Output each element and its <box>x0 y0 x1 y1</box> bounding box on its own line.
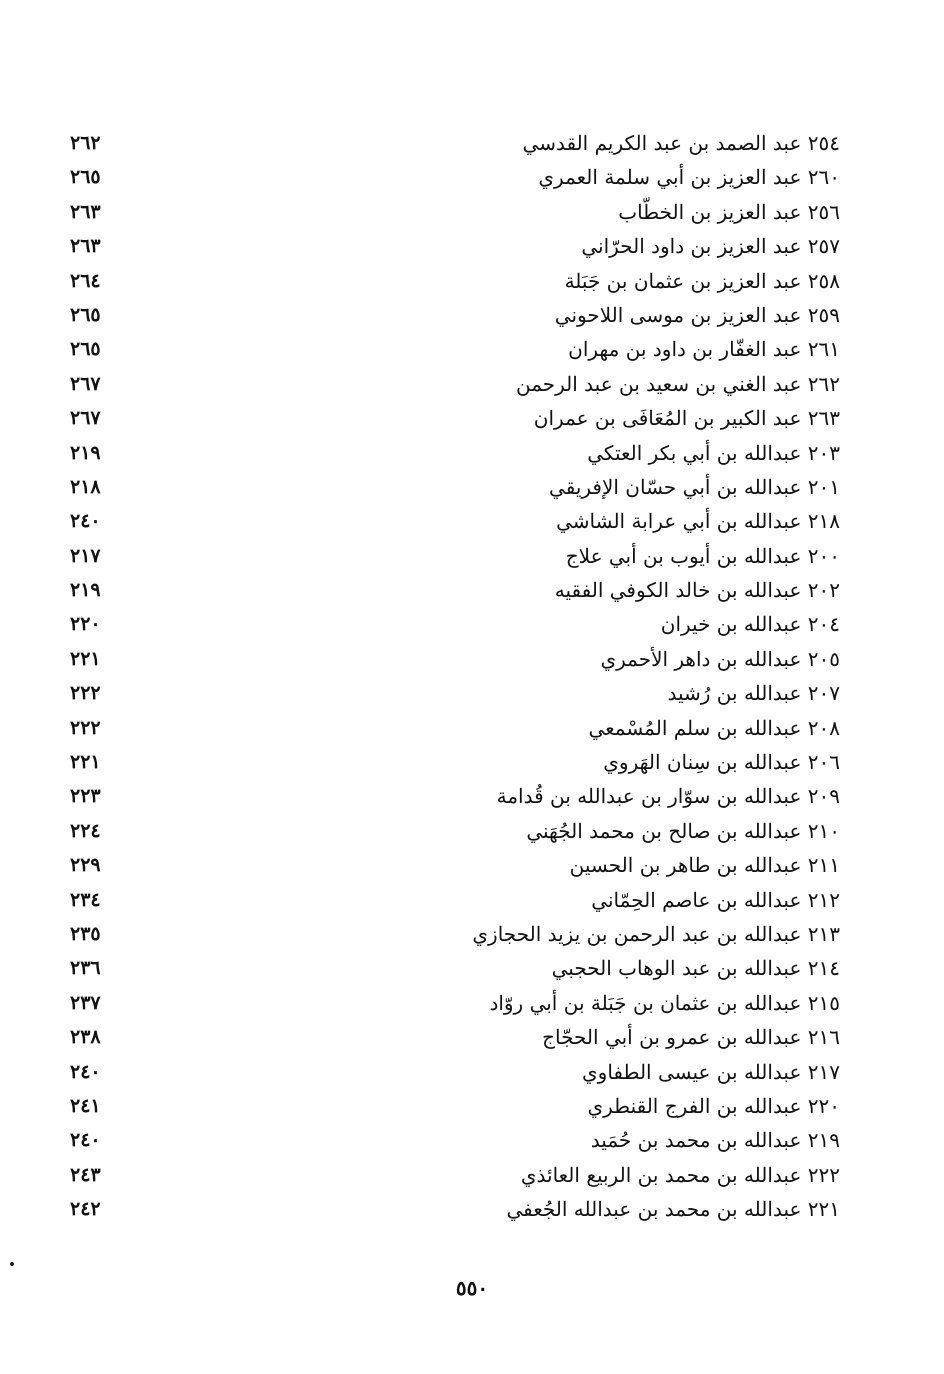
entry-name: ٢١٧ عبدالله بن عيسى الطفاوي <box>582 1059 840 1084</box>
index-entry <box>70 745 840 779</box>
entry-page-number: ٢٢٢ <box>70 682 101 705</box>
index-list <box>70 126 840 1227</box>
index-entry <box>70 436 840 470</box>
entry-page-number: ٢٣٤ <box>70 888 101 911</box>
entry-name: ٢١١ عبدالله بن طاهر بن الحسين <box>569 853 840 878</box>
entry-page-number: ٢٦٥ <box>70 166 101 189</box>
entry-name: ٢٠٨ عبدالله بن سلم المُسْمعي <box>588 715 840 740</box>
entry-name: ٢٠٧ عبدالله بن رُشيد <box>667 681 840 706</box>
index-entry <box>70 160 840 194</box>
index-entry <box>70 883 840 917</box>
index-entry <box>70 504 840 538</box>
entry-page-number: ٢٢٤ <box>70 819 101 842</box>
index-entry <box>70 298 840 332</box>
entry-name: ٢١٢ عبدالله بن عاصم الحِمّاني <box>591 887 840 912</box>
index-entry <box>70 1192 840 1226</box>
entry-name: ٢١٤ عبدالله بن عبد الوهاب الحجبي <box>551 956 840 981</box>
index-entry <box>70 1123 840 1157</box>
entry-page-number: ٢٣٥ <box>70 922 101 945</box>
entry-page-number: ٢١٩ <box>70 441 101 464</box>
entry-name: ٢٠٩ عبدالله بن سوّار بن عبدالله بن قُدامة <box>496 784 840 809</box>
index-entry <box>70 401 840 435</box>
entry-name: ٢١٥ عبدالله بن عثمان بن جَبَلة بن أبي روّاد <box>489 990 840 1015</box>
entry-name: ٢١٦ عبدالله بن عمرو بن أبي الحجّاج <box>542 1025 840 1050</box>
index-entry <box>70 917 840 951</box>
entry-page-number: ٢٦٣ <box>70 200 101 223</box>
entry-page-number: ٢٤٠ <box>70 510 101 533</box>
entry-page-number: ٢٤١ <box>70 1094 101 1117</box>
entry-page-number: ٢١٧ <box>70 544 101 567</box>
entry-name: ٢٥٤ عبد الصمد بن عبد الكريم القدسي <box>522 131 840 155</box>
index-entry <box>70 814 840 848</box>
entry-page-number: ٢١٨ <box>70 475 101 498</box>
entry-name: ٢٢١ عبدالله بن محمد بن عبدالله الجُعفي <box>506 1197 840 1222</box>
entry-page-number: ٢٢١ <box>70 751 101 774</box>
entry-page-number: ٢٤٢ <box>70 1198 101 1221</box>
index-entry <box>70 367 840 401</box>
index-entry <box>70 1089 840 1123</box>
entry-name: ٢٦٢ عبد الغني بن سعيد بن عبد الرحمن <box>515 371 840 396</box>
entry-name: ٢٢٠ عبدالله بن الفرج القنطري <box>587 1093 840 1118</box>
entry-page-number: ٢١٩ <box>70 579 101 602</box>
index-entry <box>70 539 840 573</box>
entry-name: ٢١٩ عبدالله بن محمد بن حُمَيد <box>590 1128 840 1153</box>
index-entry <box>70 332 840 366</box>
entry-page-number: ٢٦٥ <box>70 303 101 326</box>
index-entry <box>70 1020 840 1054</box>
index-entry <box>70 676 840 710</box>
entry-name: ٢٥٩ عبد العزيز بن موسى اللاحوني <box>554 302 840 327</box>
entry-name: ٢٥٧ عبد العزيز بن داود الحرّاني <box>581 234 840 259</box>
entry-name: ٢٦١ عبد الغفّار بن داود بن مهران <box>568 337 840 362</box>
entry-name: ٢٥٦ عبد العزيز بن الخطّاب <box>618 199 840 224</box>
entry-name: ٢٦٠ عبد العزيز بن أبي سلمة العمري <box>538 165 840 190</box>
entry-page-number: ٢٦٧ <box>70 407 101 430</box>
index-entry <box>70 607 840 641</box>
entry-page-number: ٢٦٢ <box>70 132 101 154</box>
entry-name: ٢٠٢ عبدالله بن خالد الكوفي الفقيه <box>554 578 840 603</box>
index-entry <box>70 642 840 676</box>
index-entry <box>70 229 840 263</box>
entry-page-number: ٢٦٣ <box>70 235 101 258</box>
index-entry <box>70 711 840 745</box>
entry-name: ٢١٠ عبدالله بن صالح بن محمد الجُهَني <box>526 818 840 843</box>
scan-speck <box>10 1262 14 1266</box>
entry-page-number: ٢٢٠ <box>70 613 101 636</box>
page-number: ٥٥٠ <box>455 1276 489 1300</box>
entry-page-number: ٢٤٠ <box>70 1060 101 1083</box>
entry-page-number: ٢٦٥ <box>70 338 101 361</box>
entry-name: ٢٥٨ عبد العزيز بن عثمان بن جَبَلة <box>564 268 840 293</box>
index-entry <box>70 195 840 229</box>
entry-page-number: ٢٤٠ <box>70 1129 101 1152</box>
entry-name: ٢٠٣ عبدالله بن أبي بكر العتكي <box>587 440 840 465</box>
entry-page-number: ٢٢١ <box>70 647 101 670</box>
entry-page-number: ٢٣٦ <box>70 957 101 980</box>
entry-page-number: ٢٦٤ <box>70 269 101 292</box>
index-entry <box>70 573 840 607</box>
index-entry <box>70 126 840 160</box>
index-entry <box>70 1055 840 1089</box>
index-entry <box>70 1158 840 1192</box>
entry-page-number: ٢٢٢ <box>70 716 101 739</box>
entry-page-number: ٢٣٧ <box>70 991 101 1014</box>
entry-name: ٢٢٢ عبدالله بن محمد بن الربيع العائذي <box>520 1162 840 1187</box>
index-entry <box>70 264 840 298</box>
index-entry <box>70 779 840 813</box>
entry-name: ٢١٣ عبدالله بن عبد الرحمن بن يزيد الحجازي <box>472 921 840 946</box>
entry-name: ٢١٨ عبدالله بن أبي عرابة الشاشي <box>556 509 840 534</box>
index-entry <box>70 470 840 504</box>
entry-page-number: ٢٢٩ <box>70 854 101 877</box>
index-entry <box>70 986 840 1020</box>
index-entry <box>70 848 840 882</box>
entry-page-number: ٢٣٨ <box>70 1026 101 1049</box>
entry-name: ٢٠١ عبدالله بن أبي حسّان الإفريقي <box>549 474 840 499</box>
entry-page-number: ٢٦٧ <box>70 372 101 395</box>
entry-page-number: ٢٤٣ <box>70 1163 101 1186</box>
entry-name: ٢٠٤ عبدالله بن خيران <box>660 612 840 637</box>
entry-name: ٢٦٣ عبد الكبير بن المُعَافَى بن عمران <box>533 406 840 431</box>
index-entry <box>70 951 840 985</box>
entry-name: ٢٠٠ عبدالله بن أيوب بن أبي علاج <box>565 543 840 568</box>
entry-name: ٢٠٦ عبدالله بن سِنان الهَروي <box>603 750 840 775</box>
entry-name: ٢٠٥ عبدالله بن داهر الأحمري <box>600 646 840 671</box>
entry-page-number: ٢٢٣ <box>70 785 101 808</box>
